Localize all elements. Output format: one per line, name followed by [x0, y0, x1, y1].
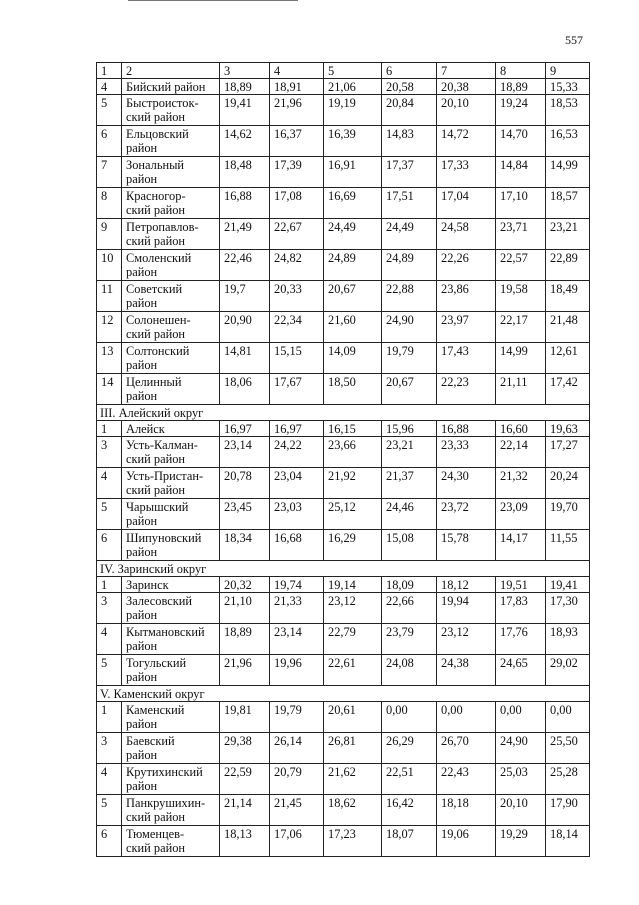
- district-name-cell: Красногор- ский район: [122, 188, 220, 219]
- value-cell: 18,06: [220, 374, 270, 405]
- section-title: III. Алейский округ: [97, 405, 590, 421]
- value-cell: 24,58: [437, 219, 496, 250]
- value-cell: 16,68: [270, 530, 324, 561]
- value-cell: 22,89: [546, 250, 590, 281]
- value-cell: 19,51: [496, 577, 546, 593]
- value-cell: 15,33: [546, 79, 590, 95]
- value-cell: 15,08: [382, 530, 437, 561]
- table-row: [97, 126, 590, 157]
- table-row: [97, 733, 590, 764]
- district-name-cell: Солтонский район: [122, 343, 220, 374]
- row-number-cell: 14: [97, 374, 122, 405]
- value-cell: 24,65: [496, 655, 546, 686]
- table-row: [97, 437, 590, 468]
- value-cell: 11,55: [546, 530, 590, 561]
- table-row: [97, 157, 590, 188]
- district-name-cell: Тогульский район: [122, 655, 220, 686]
- value-cell: 18,91: [270, 79, 324, 95]
- header-cell: 4: [270, 63, 324, 79]
- value-cell: 21,96: [220, 655, 270, 686]
- table-row: [97, 530, 590, 561]
- value-cell: 23,03: [270, 499, 324, 530]
- value-cell: 23,86: [437, 281, 496, 312]
- row-number-cell: 5: [97, 499, 122, 530]
- table-row: [97, 250, 590, 281]
- value-cell: 19,14: [324, 577, 382, 593]
- row-number-cell: 13: [97, 343, 122, 374]
- value-cell: 19,63: [546, 421, 590, 437]
- value-cell: 17,30: [546, 593, 590, 624]
- data-table: [96, 62, 590, 857]
- value-cell: 19,7: [220, 281, 270, 312]
- district-name-cell: Залесовский район: [122, 593, 220, 624]
- value-cell: 15,78: [437, 530, 496, 561]
- value-cell: 20,90: [220, 312, 270, 343]
- value-cell: 0,00: [437, 702, 496, 733]
- value-cell: 18,89: [496, 79, 546, 95]
- value-cell: 15,15: [270, 343, 324, 374]
- value-cell: 24,08: [382, 655, 437, 686]
- header-row: [97, 63, 590, 79]
- value-cell: 21,48: [546, 312, 590, 343]
- value-cell: 22,17: [496, 312, 546, 343]
- value-cell: 22,51: [382, 764, 437, 795]
- value-cell: 20,79: [270, 764, 324, 795]
- value-cell: 18,50: [324, 374, 382, 405]
- value-cell: 26,14: [270, 733, 324, 764]
- section-row: [97, 405, 590, 421]
- value-cell: 26,81: [324, 733, 382, 764]
- district-name-cell: Заринск: [122, 577, 220, 593]
- value-cell: 19,06: [437, 826, 496, 857]
- value-cell: 23,66: [324, 437, 382, 468]
- table-row: [97, 312, 590, 343]
- table-row: [97, 281, 590, 312]
- value-cell: 14,17: [496, 530, 546, 561]
- value-cell: 23,12: [324, 593, 382, 624]
- value-cell: 0,00: [382, 702, 437, 733]
- value-cell: 18,13: [220, 826, 270, 857]
- header-cell: 1: [97, 63, 122, 79]
- value-cell: 21,45: [270, 795, 324, 826]
- value-cell: 16,37: [270, 126, 324, 157]
- value-cell: 16,97: [270, 421, 324, 437]
- row-number-cell: 1: [97, 702, 122, 733]
- value-cell: 20,78: [220, 468, 270, 499]
- value-cell: 18,93: [546, 624, 590, 655]
- table-row: [97, 219, 590, 250]
- value-cell: 18,57: [546, 188, 590, 219]
- value-cell: 23,14: [220, 437, 270, 468]
- value-cell: 25,12: [324, 499, 382, 530]
- row-number-cell: 8: [97, 188, 122, 219]
- district-name-cell: Баевский район: [122, 733, 220, 764]
- row-number-cell: 10: [97, 250, 122, 281]
- section-row: [97, 686, 590, 702]
- district-name-cell: Целинный район: [122, 374, 220, 405]
- top-rule: [128, 0, 298, 1]
- value-cell: 19,19: [324, 95, 382, 126]
- value-cell: 17,04: [437, 188, 496, 219]
- district-name-cell: Быстроисток- ский район: [122, 95, 220, 126]
- row-number-cell: 3: [97, 733, 122, 764]
- district-name-cell: Каменский район: [122, 702, 220, 733]
- value-cell: 22,67: [270, 219, 324, 250]
- value-cell: 16,97: [220, 421, 270, 437]
- value-cell: 20,67: [324, 281, 382, 312]
- value-cell: 18,07: [382, 826, 437, 857]
- value-cell: 19,24: [496, 95, 546, 126]
- value-cell: 0,00: [496, 702, 546, 733]
- value-cell: 14,83: [382, 126, 437, 157]
- value-cell: 24,90: [382, 312, 437, 343]
- value-cell: 23,21: [382, 437, 437, 468]
- value-cell: 17,67: [270, 374, 324, 405]
- value-cell: 17,42: [546, 374, 590, 405]
- page-number: 557: [565, 33, 583, 47]
- row-number-cell: 4: [97, 764, 122, 795]
- value-cell: 12,61: [546, 343, 590, 374]
- row-number-cell: 5: [97, 95, 122, 126]
- value-cell: 20,32: [220, 577, 270, 593]
- district-name-cell: Чарышский район: [122, 499, 220, 530]
- value-cell: 16,42: [382, 795, 437, 826]
- value-cell: 22,23: [437, 374, 496, 405]
- value-cell: 29,38: [220, 733, 270, 764]
- value-cell: 26,70: [437, 733, 496, 764]
- value-cell: 20,84: [382, 95, 437, 126]
- district-name-cell: Петропавлов- ский район: [122, 219, 220, 250]
- value-cell: 17,23: [324, 826, 382, 857]
- value-cell: 21,96: [270, 95, 324, 126]
- value-cell: 19,41: [220, 95, 270, 126]
- value-cell: 25,28: [546, 764, 590, 795]
- row-number-cell: 6: [97, 826, 122, 857]
- district-name-cell: Алейск: [122, 421, 220, 437]
- value-cell: 21,92: [324, 468, 382, 499]
- section-row: [97, 561, 590, 577]
- value-cell: 16,88: [437, 421, 496, 437]
- district-name-cell: Тюменцев- ский район: [122, 826, 220, 857]
- value-cell: 18,09: [382, 577, 437, 593]
- value-cell: 16,91: [324, 157, 382, 188]
- district-name-cell: Панкрушихин- ский район: [122, 795, 220, 826]
- value-cell: 29,02: [546, 655, 590, 686]
- value-cell: 21,60: [324, 312, 382, 343]
- header-cell: 7: [437, 63, 496, 79]
- value-cell: 14,99: [496, 343, 546, 374]
- value-cell: 23,21: [546, 219, 590, 250]
- value-cell: 20,10: [496, 795, 546, 826]
- value-cell: 16,39: [324, 126, 382, 157]
- value-cell: 19,79: [270, 702, 324, 733]
- value-cell: 24,38: [437, 655, 496, 686]
- value-cell: 24,82: [270, 250, 324, 281]
- value-cell: 25,03: [496, 764, 546, 795]
- header-cell: 6: [382, 63, 437, 79]
- value-cell: 19,94: [437, 593, 496, 624]
- value-cell: 19,58: [496, 281, 546, 312]
- header-cell: 9: [546, 63, 590, 79]
- table-row: [97, 655, 590, 686]
- value-cell: 21,33: [270, 593, 324, 624]
- table-row: [97, 577, 590, 593]
- table-row: [97, 343, 590, 374]
- value-cell: 18,62: [324, 795, 382, 826]
- value-cell: 17,83: [496, 593, 546, 624]
- value-cell: 17,76: [496, 624, 546, 655]
- value-cell: 23,33: [437, 437, 496, 468]
- table-row: [97, 624, 590, 655]
- table-row: [97, 468, 590, 499]
- value-cell: 19,74: [270, 577, 324, 593]
- value-cell: 22,34: [270, 312, 324, 343]
- row-number-cell: 1: [97, 421, 122, 437]
- table-row: [97, 421, 590, 437]
- row-number-cell: 4: [97, 79, 122, 95]
- value-cell: 14,09: [324, 343, 382, 374]
- value-cell: 19,41: [546, 577, 590, 593]
- value-cell: 21,14: [220, 795, 270, 826]
- value-cell: 14,84: [496, 157, 546, 188]
- value-cell: 21,11: [496, 374, 546, 405]
- value-cell: 14,70: [496, 126, 546, 157]
- value-cell: 18,53: [546, 95, 590, 126]
- value-cell: 22,14: [496, 437, 546, 468]
- table-row: [97, 79, 590, 95]
- value-cell: 16,15: [324, 421, 382, 437]
- value-cell: 23,45: [220, 499, 270, 530]
- row-number-cell: 3: [97, 593, 122, 624]
- row-number-cell: 9: [97, 219, 122, 250]
- value-cell: 24,89: [382, 250, 437, 281]
- value-cell: 16,69: [324, 188, 382, 219]
- district-name-cell: Бийский район: [122, 79, 220, 95]
- value-cell: 24,89: [324, 250, 382, 281]
- table-row: [97, 826, 590, 857]
- value-cell: 16,29: [324, 530, 382, 561]
- value-cell: 16,88: [220, 188, 270, 219]
- district-name-cell: Зональный район: [122, 157, 220, 188]
- table-row: [97, 795, 590, 826]
- value-cell: 22,26: [437, 250, 496, 281]
- value-cell: 21,06: [324, 79, 382, 95]
- district-name-cell: Крутихинский район: [122, 764, 220, 795]
- value-cell: 17,51: [382, 188, 437, 219]
- value-cell: 21,37: [382, 468, 437, 499]
- district-name-cell: Ельцовский район: [122, 126, 220, 157]
- value-cell: 17,10: [496, 188, 546, 219]
- value-cell: 17,06: [270, 826, 324, 857]
- value-cell: 0,00: [546, 702, 590, 733]
- value-cell: 24,22: [270, 437, 324, 468]
- value-cell: 22,61: [324, 655, 382, 686]
- value-cell: 22,57: [496, 250, 546, 281]
- value-cell: 18,12: [437, 577, 496, 593]
- section-title: V. Каменский округ: [97, 686, 590, 702]
- value-cell: 18,34: [220, 530, 270, 561]
- value-cell: 20,10: [437, 95, 496, 126]
- value-cell: 18,89: [220, 79, 270, 95]
- row-number-cell: 6: [97, 530, 122, 561]
- value-cell: 17,90: [546, 795, 590, 826]
- value-cell: 16,60: [496, 421, 546, 437]
- value-cell: 22,46: [220, 250, 270, 281]
- table-row: [97, 374, 590, 405]
- value-cell: 24,49: [324, 219, 382, 250]
- value-cell: 16,53: [546, 126, 590, 157]
- value-cell: 18,14: [546, 826, 590, 857]
- value-cell: 26,29: [382, 733, 437, 764]
- row-number-cell: 1: [97, 577, 122, 593]
- value-cell: 20,58: [382, 79, 437, 95]
- value-cell: 23,79: [382, 624, 437, 655]
- value-cell: 23,72: [437, 499, 496, 530]
- value-cell: 21,10: [220, 593, 270, 624]
- table-row: [97, 188, 590, 219]
- value-cell: 19,81: [220, 702, 270, 733]
- value-cell: 14,72: [437, 126, 496, 157]
- value-cell: 21,32: [496, 468, 546, 499]
- header-cell: 3: [220, 63, 270, 79]
- value-cell: 17,39: [270, 157, 324, 188]
- row-number-cell: 11: [97, 281, 122, 312]
- value-cell: 22,66: [382, 593, 437, 624]
- row-number-cell: 12: [97, 312, 122, 343]
- table-row: [97, 593, 590, 624]
- value-cell: 23,09: [496, 499, 546, 530]
- district-name-cell: Солонешен- ский район: [122, 312, 220, 343]
- value-cell: 19,29: [496, 826, 546, 857]
- value-cell: 24,46: [382, 499, 437, 530]
- value-cell: 15,96: [382, 421, 437, 437]
- table-row: [97, 95, 590, 126]
- value-cell: 14,99: [546, 157, 590, 188]
- value-cell: 17,08: [270, 188, 324, 219]
- value-cell: 20,38: [437, 79, 496, 95]
- value-cell: 23,14: [270, 624, 324, 655]
- value-cell: 17,33: [437, 157, 496, 188]
- table-body: [97, 63, 590, 857]
- value-cell: 19,96: [270, 655, 324, 686]
- district-name-cell: Кытмановский район: [122, 624, 220, 655]
- value-cell: 19,79: [382, 343, 437, 374]
- value-cell: 18,18: [437, 795, 496, 826]
- table-row: [97, 499, 590, 530]
- district-name-cell: Советский район: [122, 281, 220, 312]
- value-cell: 24,90: [496, 733, 546, 764]
- value-cell: 14,81: [220, 343, 270, 374]
- row-number-cell: 3: [97, 437, 122, 468]
- value-cell: 14,62: [220, 126, 270, 157]
- header-cell: 8: [496, 63, 546, 79]
- header-cell: 2: [122, 63, 220, 79]
- table-row: [97, 764, 590, 795]
- value-cell: 22,88: [382, 281, 437, 312]
- value-cell: 22,59: [220, 764, 270, 795]
- district-name-cell: Усть-Пристан- ский район: [122, 468, 220, 499]
- header-cell: 5: [324, 63, 382, 79]
- value-cell: 25,50: [546, 733, 590, 764]
- row-number-cell: 6: [97, 126, 122, 157]
- section-title: IV. Заринский округ: [97, 561, 590, 577]
- value-cell: 23,71: [496, 219, 546, 250]
- value-cell: 20,24: [546, 468, 590, 499]
- value-cell: 23,97: [437, 312, 496, 343]
- value-cell: 23,04: [270, 468, 324, 499]
- value-cell: 21,49: [220, 219, 270, 250]
- row-number-cell: 7: [97, 157, 122, 188]
- value-cell: 24,49: [382, 219, 437, 250]
- value-cell: 18,48: [220, 157, 270, 188]
- value-cell: 23,12: [437, 624, 496, 655]
- value-cell: 17,27: [546, 437, 590, 468]
- value-cell: 21,62: [324, 764, 382, 795]
- value-cell: 20,33: [270, 281, 324, 312]
- district-name-cell: Смоленский район: [122, 250, 220, 281]
- row-number-cell: 5: [97, 795, 122, 826]
- district-name-cell: Усть-Калман- ский район: [122, 437, 220, 468]
- row-number-cell: 4: [97, 468, 122, 499]
- value-cell: 22,43: [437, 764, 496, 795]
- value-cell: 20,67: [382, 374, 437, 405]
- value-cell: 19,70: [546, 499, 590, 530]
- row-number-cell: 5: [97, 655, 122, 686]
- table-row: [97, 702, 590, 733]
- value-cell: 20,61: [324, 702, 382, 733]
- value-cell: 17,37: [382, 157, 437, 188]
- value-cell: 18,89: [220, 624, 270, 655]
- value-cell: 18,49: [546, 281, 590, 312]
- value-cell: 17,43: [437, 343, 496, 374]
- district-name-cell: Шипуновский район: [122, 530, 220, 561]
- row-number-cell: 4: [97, 624, 122, 655]
- value-cell: 24,30: [437, 468, 496, 499]
- value-cell: 22,79: [324, 624, 382, 655]
